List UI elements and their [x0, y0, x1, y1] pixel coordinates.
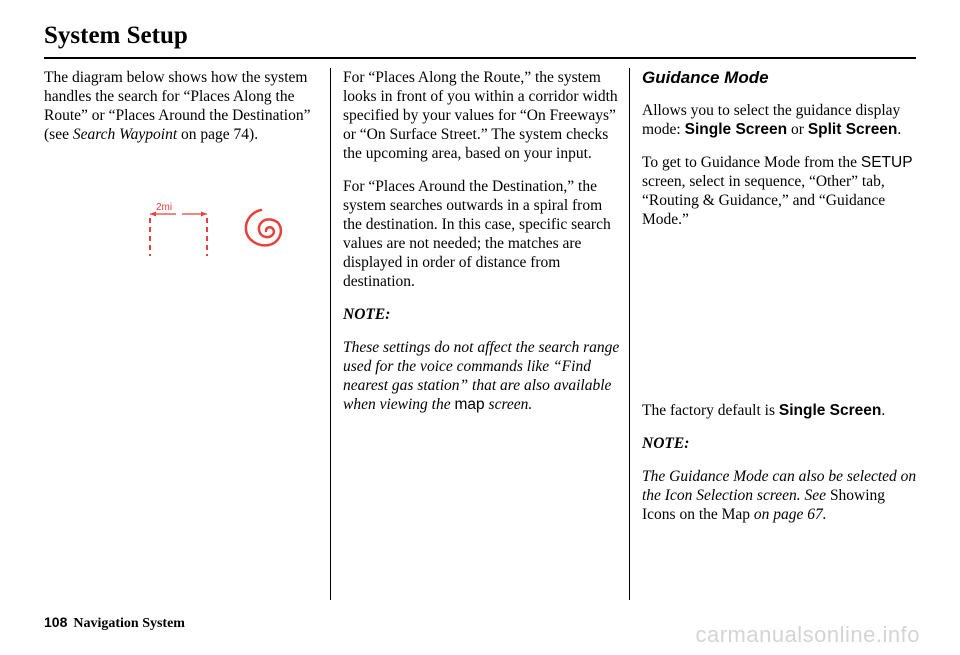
around-destination-paragraph: For “Places Around the Destination,” the system searches outwards in a spiral from the destination. In this case, specific search values are not needed; the matches are displayed in order of distance from destination. [343, 178, 611, 290]
header-rule [44, 57, 916, 59]
map-screen-term: map [454, 396, 485, 413]
factory-default-paragraph: The factory default is Single Screen. [642, 402, 886, 419]
corridor-diagram [150, 212, 207, 257]
note-heading-2: NOTE: [642, 435, 690, 452]
spiral-icon [246, 210, 281, 245]
option-split-screen: Split Screen [807, 121, 898, 138]
page-number: 108 [44, 614, 68, 630]
column-2 [343, 68, 621, 428]
distance-label: 2mi [156, 202, 173, 213]
column-divider-1 [330, 68, 331, 600]
column-3 [642, 68, 920, 538]
search-waypoint-reference: Search Waypoint [72, 126, 178, 143]
page-footer [44, 614, 185, 632]
along-route-paragraph: For “Places Along the Route,” the system looks in front of you within a corridor width specified by your values for “On Freeways” or “On Surface Street.” The system checks the upcoming area, based on your input. [343, 69, 618, 162]
search-diagram-svg [140, 196, 305, 258]
column-divider-2 [629, 68, 630, 600]
search-diagram [140, 196, 305, 263]
note-paragraph-2: The Guidance Mode can also be selected on the Icon Selection screen. See Showing Icons on the Map on page 67. [642, 468, 917, 523]
page-title: System Setup [44, 22, 188, 49]
option-single-screen: Single Screen [684, 121, 788, 138]
guidance-mode-heading: Guidance Mode [642, 68, 769, 87]
watermark: carmanualsonline.info [695, 622, 920, 647]
note-heading: NOTE: [343, 306, 391, 323]
guidance-mode-description: Allows you to select the guidance display mode: Single Screen or Split Screen. [642, 102, 902, 138]
showing-icons-reference: Showing Icons on the Map [642, 487, 886, 523]
footer-title: Navigation System [73, 616, 185, 631]
default-single-screen: Single Screen [778, 402, 882, 419]
note-paragraph: These settings do not affect the search range used for the voice commands like “Find nearest gas station” that are also available when viewing the map screen. [343, 339, 620, 413]
intro-paragraph: The diagram below shows how the system handles the search for “Places Along the Route” or “Places Around the Destination” (see Search Waypoint on page 74). [44, 69, 311, 143]
column-1 [44, 68, 316, 158]
setup-screen-term: SETUP [860, 154, 913, 171]
arrowhead-right [201, 212, 207, 217]
guidance-mode-path: To get to Guidance Mode from the SETUP screen, select in sequence, “Other” tab, “Routing & Guidance,” and “Guidance Mode.” [642, 154, 913, 228]
